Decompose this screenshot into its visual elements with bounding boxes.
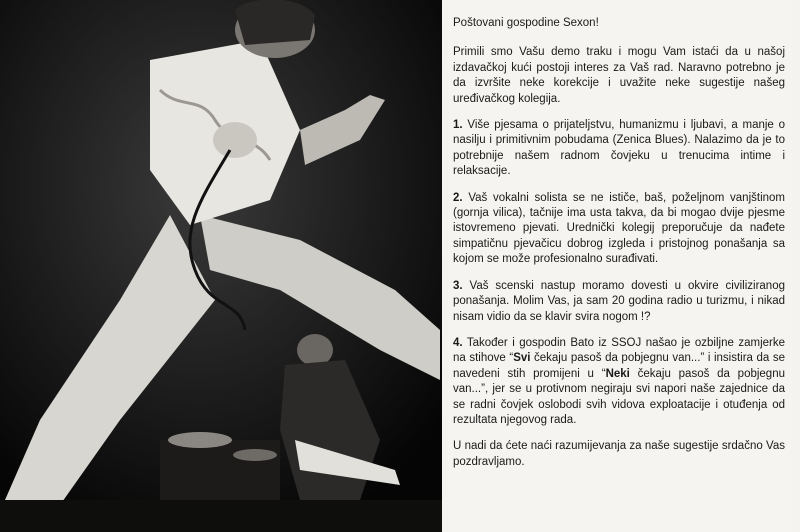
point-text: čekaju pasoš da pobjegnu van...” i insistira da se navedeni stih promijeni u “ xyxy=(453,352,785,380)
letter-intro: Primili smo Vašu demo traku i mogu Vam istaći da u našoj izdavačkoj kući postoji interes za Vaš rad. Naravno potrebno je da izvršite neke korekcije i uvažite neke sugestije našeg uređivačkog kolegija. xyxy=(453,46,785,105)
emphasis-neki: Neki xyxy=(605,367,630,380)
emphasis-svi: Svi xyxy=(513,352,531,365)
letter-closing: U nadi da ćete naći razumijevanja za naše sugestije srdačno Vas pozdravljamo. xyxy=(453,440,785,468)
point-number: 1. xyxy=(453,119,463,132)
point-number: 2. xyxy=(453,191,463,204)
point-1 xyxy=(453,118,785,180)
point-text: čekaju pasoš da pobjegnu van...”, jer se u protivnom negiraju svi napori naše zajednice da se radni čovjek oslobodi svih vidova exploatacije i otuđenja od rezultata njegovog rada. xyxy=(453,367,785,426)
point-3 xyxy=(453,279,785,325)
point-4 xyxy=(453,336,785,428)
point-text: Više pjesama o prijateljstvu, humanizmu i ljubavi, a manje o nasilju i primitivnim pobudama (Zenica Blues). Nalazimo da je to potrebnije našem radnom čovjeku u trenucima intime i relaksacije. xyxy=(453,119,785,178)
point-text: Vaš vokalni solista se ne ističe, baš, poželjnom vanjštinom (gornja vilica), tačnije ima usta takva, da bi mogao dvije pjesme istovremeno pjevati. Urednički kolegij preporučuje da nađete simpatičnu pjevačicu dobrog izgleda i pristojnog ponašanja sa kojom se može profesionalno surađivati. xyxy=(453,191,785,266)
letter-greeting: Poštovani gospodine Sexon! xyxy=(453,17,599,29)
point-number: 3. xyxy=(453,279,463,292)
point-2 xyxy=(453,191,785,268)
point-text: Vaš scenski nastup moramo dovesti u okvire civiliziranog ponašanja. Molim Vas, ja sam 20 godina radio u turizmu, i nikad nisam vidio da se klavir svira nogom !? xyxy=(453,279,785,323)
letter-column xyxy=(448,0,792,532)
letter xyxy=(453,16,785,481)
point-number: 4. xyxy=(453,336,463,349)
point-text: Također i gospodin Bato iz SSOJ našao je ozbiljne zamjerke na stihove “ xyxy=(453,336,785,365)
